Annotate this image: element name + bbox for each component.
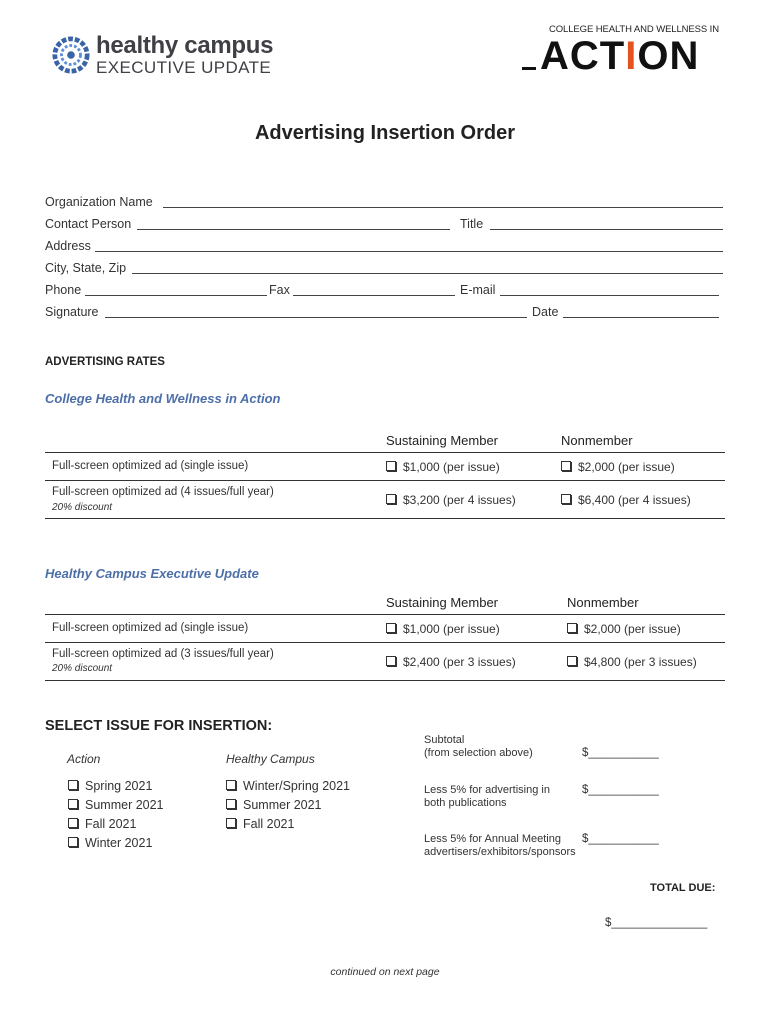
checkbox-icon[interactable] — [68, 837, 78, 847]
subtotal-label-line2: (from selection above) — [424, 747, 533, 759]
phone-label: Phone — [45, 283, 82, 297]
both-publications-discount-label — [424, 784, 550, 810]
pub2-row2-nonmember-option[interactable] — [567, 655, 697, 669]
action-issue-spring[interactable] — [68, 779, 152, 793]
pub1-nonmember-header: Nonmember — [561, 433, 633, 448]
action-logo-word — [540, 34, 699, 79]
pub2-row2-member-price: $2,400 (per 3 issues) — [403, 655, 516, 669]
rates-heading: ADVERTISING RATES — [45, 356, 165, 368]
pub1-member-header: Sustaining Member — [386, 433, 498, 448]
pub2-row2-nonmember-price: $4,800 (per 3 issues) — [584, 655, 697, 669]
pub1-row1-rule — [45, 480, 725, 481]
pub2-row1-member-option[interactable] — [386, 622, 500, 636]
address-line[interactable] — [95, 239, 723, 252]
city-label: City, State, Zip — [45, 261, 127, 275]
checkbox-icon[interactable] — [68, 799, 78, 809]
pub1-row1-member-option[interactable] — [386, 460, 500, 474]
pub2-header-rule — [45, 614, 725, 615]
fax-label: Fax — [269, 283, 290, 297]
pub2-row2-discount: 20% discount — [52, 663, 113, 674]
contact-field[interactable] — [45, 217, 723, 233]
action-logo — [520, 20, 725, 78]
signature-line[interactable] — [105, 305, 527, 318]
action-issue-fall-label: Fall 2021 — [85, 817, 137, 831]
pub1-row2-nonmember-price: $6,400 (per 4 issues) — [578, 493, 691, 507]
checkbox-icon[interactable] — [226, 799, 236, 809]
checkbox-icon[interactable] — [226, 818, 236, 828]
fax-line[interactable] — [293, 283, 455, 296]
pub1-row1-nonmember-option[interactable] — [561, 460, 675, 474]
action-issue-winter-label: Winter 2021 — [85, 836, 153, 850]
page-title: Advertising Insertion Order — [254, 122, 516, 144]
action-issue-spring-label: Spring 2021 — [85, 779, 153, 793]
total-due-blank[interactable]: $_______________ — [605, 917, 708, 929]
annual-meeting-discount-line2: advertisers/exhibitors/sponsors — [424, 846, 576, 858]
pub1-name: College Health and Wellness in Action — [45, 391, 281, 406]
phone-line[interactable] — [85, 283, 267, 296]
healthy-campus-logo — [52, 34, 302, 80]
checkbox-icon[interactable] — [226, 780, 236, 790]
pub2-row2-rule — [45, 680, 725, 681]
both-publications-discount-line1: Less 5% for advertising in — [424, 784, 550, 796]
hc-issue-summer[interactable] — [226, 798, 322, 812]
action-logo-part-a: ACT — [540, 34, 626, 78]
action-issue-summer[interactable] — [68, 798, 164, 812]
hc-issue-fall[interactable] — [226, 817, 294, 831]
subtotal-label — [424, 734, 533, 760]
checkbox-icon[interactable] — [68, 780, 78, 790]
pub1-row2-rule — [45, 518, 725, 519]
title-label: Title — [460, 217, 484, 231]
checkbox-icon[interactable] — [561, 461, 571, 471]
pub2-row1-label: Full-screen optimized ad (single issue) — [52, 622, 249, 634]
hc-issue-summer-label: Summer 2021 — [243, 798, 322, 812]
organization-field[interactable] — [45, 195, 723, 211]
action-logo-tagline: COLLEGE HEALTH AND WELLNESS IN — [549, 24, 719, 35]
pub2-row2-label: Full-screen optimized ad (3 issues/full year) — [52, 648, 274, 660]
total-due-label: TOTAL DUE: — [650, 882, 716, 894]
pub1-row2-discount: 20% discount — [52, 502, 113, 513]
annual-meeting-discount-blank[interactable]: $___________ — [582, 833, 659, 845]
action-logo-accent: I — [625, 34, 638, 78]
hc-issue-winter-spring-label: Winter/Spring 2021 — [243, 779, 351, 793]
date-label: Date — [532, 305, 559, 319]
city-field[interactable] — [45, 261, 723, 277]
checkbox-icon[interactable] — [386, 656, 396, 666]
checkbox-icon[interactable] — [386, 494, 396, 504]
healthy-campus-column-heading: Healthy Campus — [226, 752, 315, 766]
continued-note: continued on next page — [330, 966, 440, 978]
contact-label: Contact Person — [45, 217, 132, 231]
title-line[interactable] — [490, 217, 723, 230]
action-issue-fall[interactable] — [68, 817, 136, 831]
subtotal-blank[interactable]: $___________ — [582, 747, 659, 759]
address-label: Address — [45, 239, 91, 253]
pub1-row2-member-price: $3,200 (per 4 issues) — [403, 493, 516, 507]
action-issue-summer-label: Summer 2021 — [85, 798, 164, 812]
action-issue-winter[interactable] — [68, 836, 152, 850]
checkbox-icon[interactable] — [68, 818, 78, 828]
both-publications-discount-line2: both publications — [424, 797, 507, 809]
both-publications-discount-blank[interactable]: $___________ — [582, 784, 659, 796]
pub1-row2-nonmember-option[interactable] — [561, 493, 691, 507]
address-field[interactable] — [45, 239, 723, 255]
pub2-row2-member-option[interactable] — [386, 655, 516, 669]
checkbox-icon[interactable] — [561, 494, 571, 504]
annual-meeting-discount-label — [424, 833, 576, 859]
email-line[interactable] — [500, 283, 719, 296]
hc-issue-winter-spring[interactable] — [226, 779, 350, 793]
pub2-row1-nonmember-option[interactable] — [567, 622, 681, 636]
signature-label: Signature — [45, 305, 99, 319]
pub2-nonmember-header: Nonmember — [567, 595, 639, 610]
signature-field[interactable] — [45, 305, 723, 321]
pub1-row1-label: Full-screen optimized ad (single issue) — [52, 460, 249, 472]
city-line[interactable] — [132, 261, 723, 274]
pub1-row2-member-option[interactable] — [386, 493, 516, 507]
pub1-row1-member-price: $1,000 (per issue) — [403, 460, 500, 474]
action-column-heading: Action — [67, 752, 101, 766]
healthy-campus-logo-name: healthy campus — [96, 32, 274, 59]
pub2-row1-nonmember-price: $2,000 (per issue) — [584, 622, 681, 636]
healthy-campus-logo-subtitle: EXECUTIVE UPDATE — [96, 58, 272, 77]
pub2-row1-rule — [45, 642, 725, 643]
healthy-campus-logo-icon — [52, 36, 90, 74]
annual-meeting-discount-line1: Less 5% for Annual Meeting — [424, 833, 561, 845]
pub2-member-header: Sustaining Member — [386, 595, 498, 610]
checkbox-icon[interactable] — [567, 623, 577, 633]
select-issue-heading: SELECT ISSUE FOR INSERTION: — [45, 718, 273, 734]
action-logo-part-b: ON — [637, 34, 700, 78]
action-logo-dash — [522, 67, 536, 70]
organization-line[interactable] — [163, 195, 723, 208]
organization-label: Organization Name — [45, 195, 153, 209]
date-line[interactable] — [563, 305, 719, 318]
pub2-row1-member-price: $1,000 (per issue) — [403, 622, 500, 636]
phone-field[interactable] — [45, 283, 723, 299]
checkbox-icon[interactable] — [386, 623, 396, 633]
pub2-name: Healthy Campus Executive Update — [45, 566, 259, 581]
checkbox-icon[interactable] — [386, 461, 396, 471]
hc-issue-fall-label: Fall 2021 — [243, 817, 295, 831]
contact-line[interactable] — [137, 217, 450, 230]
pub1-row1-nonmember-price: $2,000 (per issue) — [578, 460, 675, 474]
pub1-header-rule — [45, 452, 725, 453]
email-label: E-mail — [460, 283, 496, 297]
subtotal-label-line1: Subtotal — [424, 734, 465, 746]
pub1-row2-label: Full-screen optimized ad (4 issues/full year) — [52, 486, 274, 498]
checkbox-icon[interactable] — [567, 656, 577, 666]
